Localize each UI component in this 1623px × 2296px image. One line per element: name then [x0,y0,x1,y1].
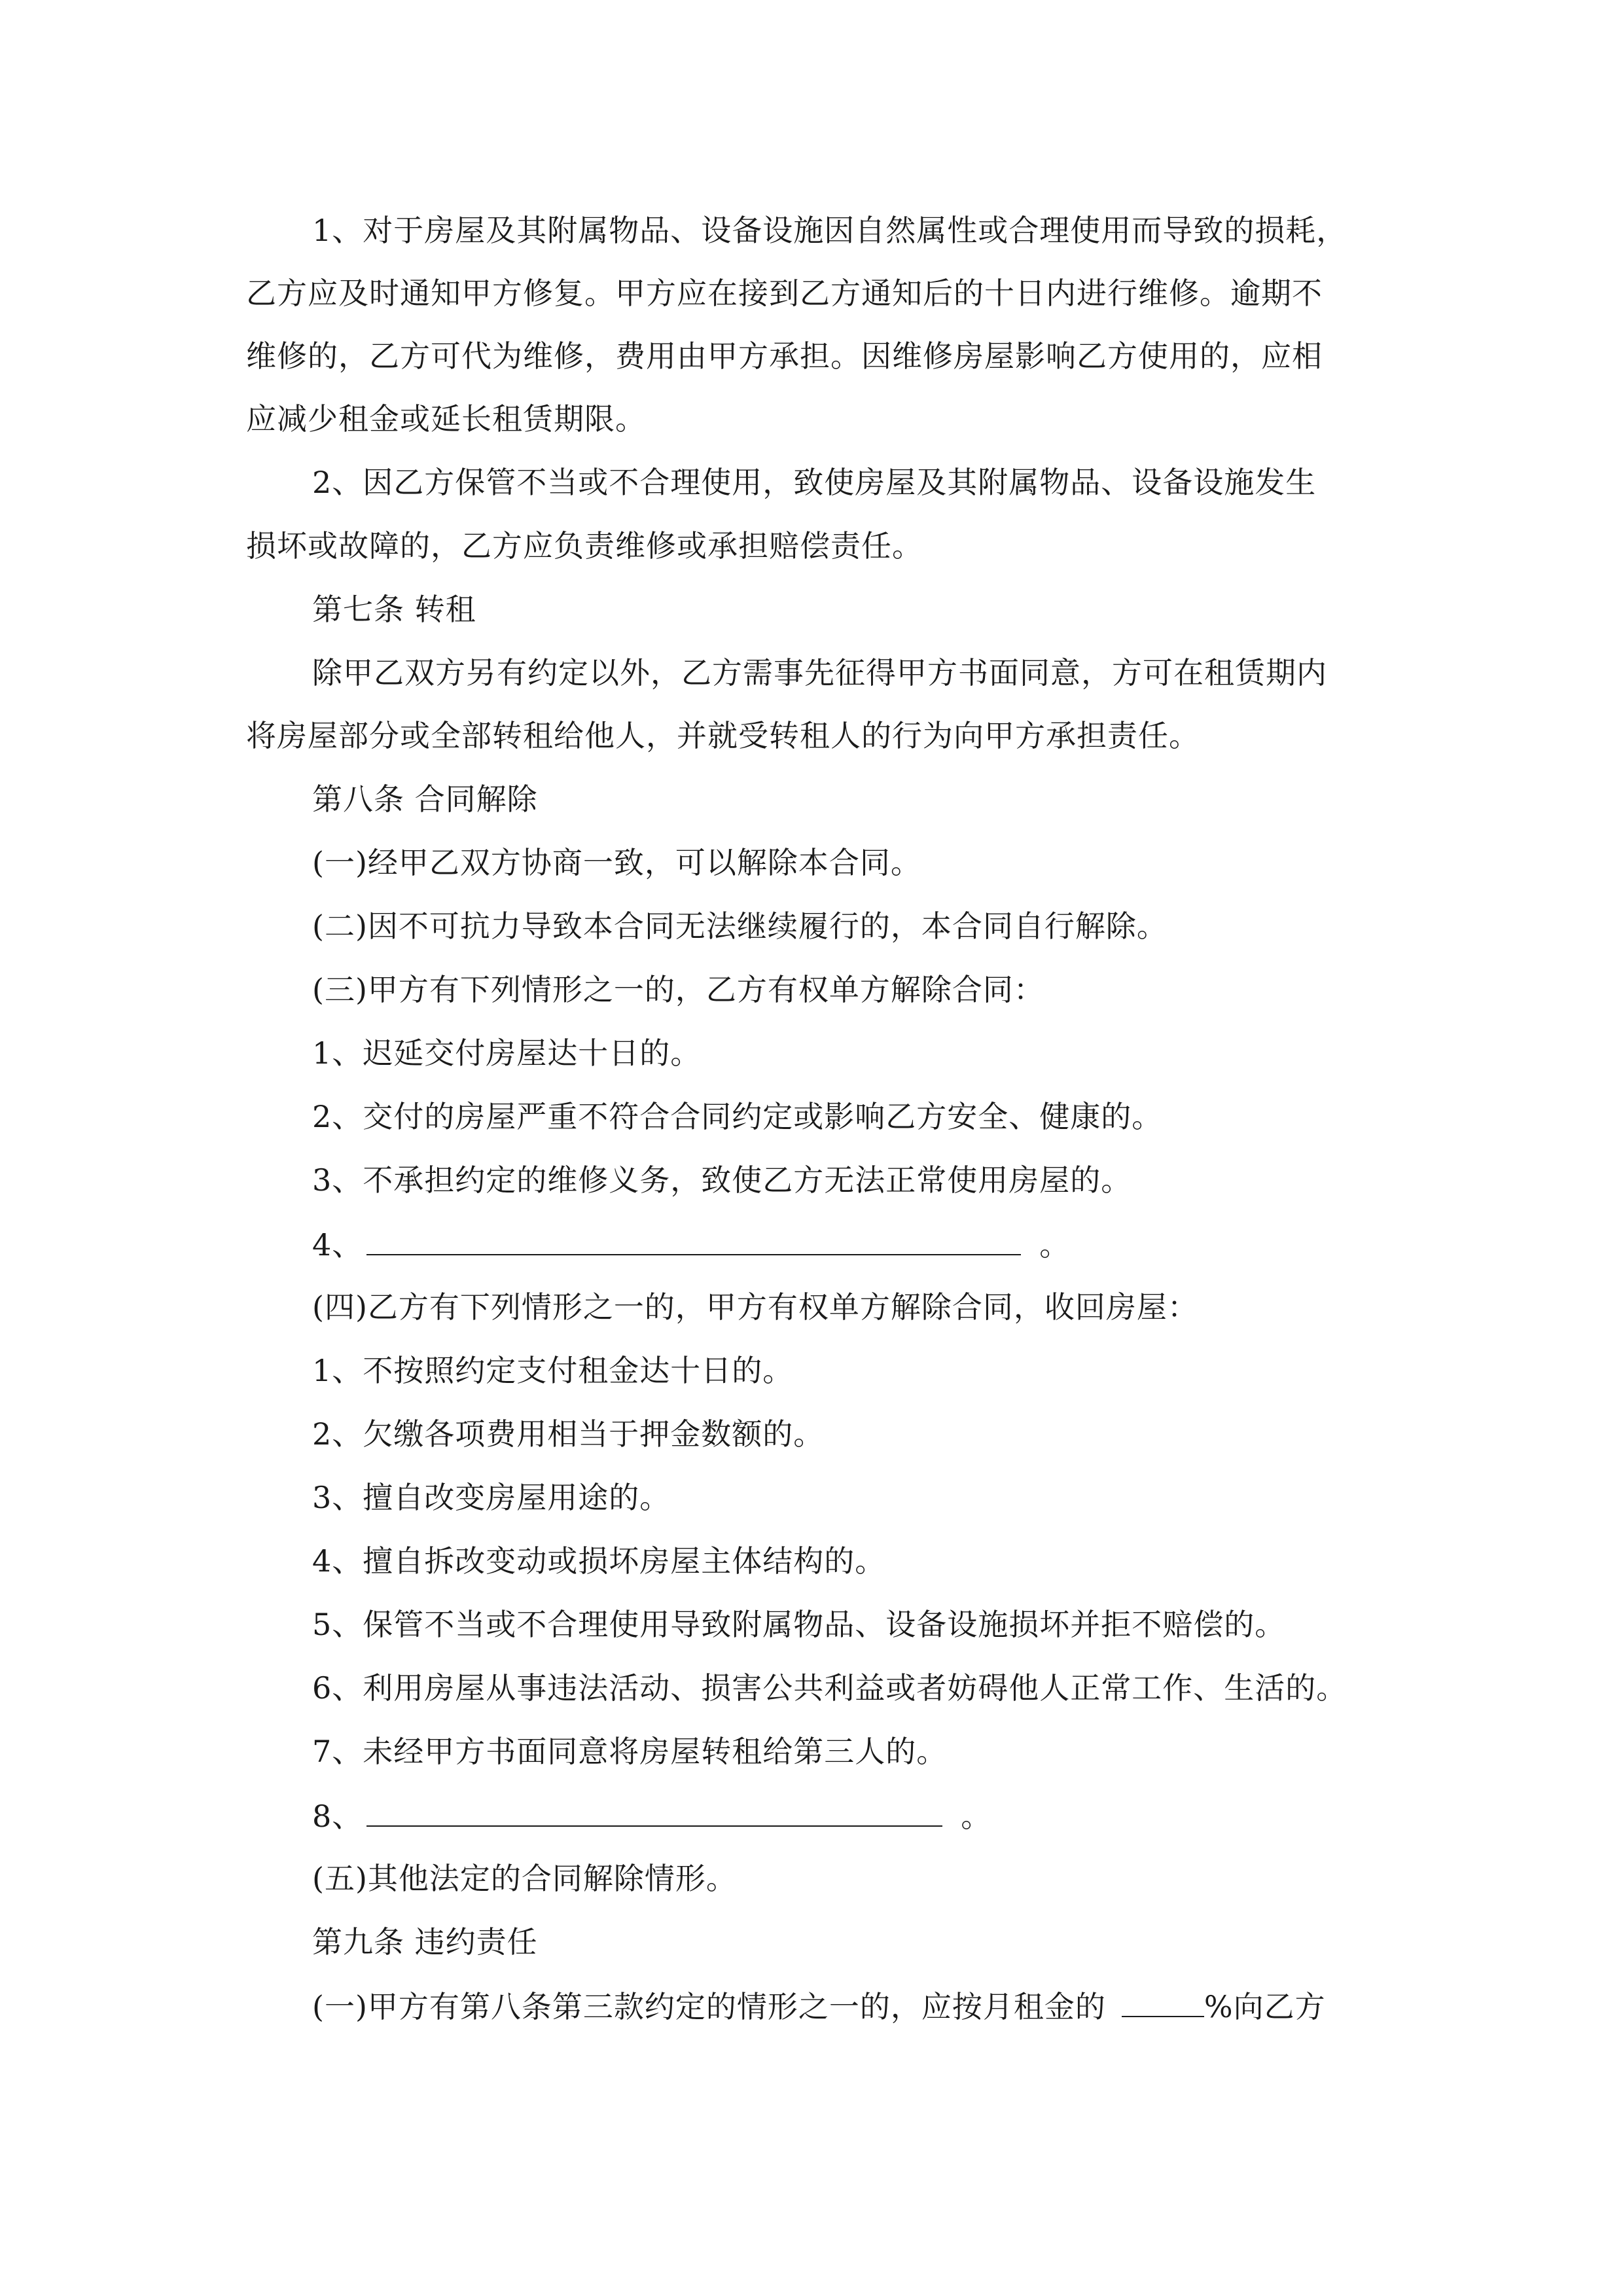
clause-6-1-line-4: 应减少租金或延长租赁期限。 [246,401,646,437]
article-7-line-1: 除甲乙双方另有约定以外，乙方需事先征得甲方书面同意，方可在租赁期内 [312,655,1327,691]
sub-8-period: 。 [961,1799,992,1834]
sub-4-period: 。 [1039,1227,1071,1263]
article-8-item-3-sub-2: 2、交付的房屋严重不符合合同约定或影响乙方安全、健康的。 [312,1099,1163,1134]
article-8-item-2: (二)因不可抗力导致本合同无法继续履行的，本合同自行解除。 [312,908,1168,944]
clause-6-2-line-1: 2、因乙方保管不当或不合理使用，致使房屋及其附属物品、设备设施发生 [312,465,1317,500]
article-8-title: 第八条 合同解除 [312,781,538,817]
article-8-item-1: (一)经甲乙双方协商一致，可以解除本合同。 [312,845,921,880]
article-9-item-1-tail: %向乙方 [1204,1989,1326,2024]
article-8-item-3-sub-4 [312,1224,1070,1265]
clause-6-1-line-1: 1、对于房屋及其附属物品、设备设施因自然属性或合理使用而导致的损耗， [312,213,1347,248]
article-8-item-5: (五)其他法定的合同解除情形。 [312,1861,737,1896]
article-8-item-4-sub-5: 5、保管不当或不合理使用导致附属物品、设备设施损坏并拒不赔偿的。 [312,1607,1286,1642]
clause-6-2-line-2: 损坏或故障的，乙方应负责维修或承担赔偿责任。 [246,528,923,564]
article-9-title: 第九条 违约责任 [312,1924,538,1960]
article-8-item-4-sub-4: 4、擅自拆改变动或损坏房屋主体结构的。 [312,1543,886,1579]
percent-blank [1122,1986,1204,2017]
fill-in-blank [366,1224,1021,1255]
article-7-line-2: 将房屋部分或全部转租给他人，并就受转租人的行为向甲方承担责任。 [246,718,1200,753]
article-8-item-4-sub-8 [312,1795,991,1836]
article-7-title: 第七条 转租 [312,592,476,627]
article-8-item-3-sub-1: 1、迟延交付房屋达十日的。 [312,1035,702,1071]
sub-4-number: 4、 [312,1227,363,1263]
article-9-item-1-text: (一)甲方有第八条第三款约定的情形之一的，应按月租金的 [312,1989,1106,2024]
article-8-item-4: (四)乙方有下列情形之一的，甲方有权单方解除合同，收回房屋： [312,1289,1198,1325]
article-8-item-3-sub-3: 3、不承担约定的维修义务，致使乙方无法正常使用房屋的。 [312,1162,1132,1198]
fill-in-blank [366,1795,942,1827]
article-8-item-4-sub-6: 6、利用房屋从事违法活动、损害公共利益或者妨碍他人正常工作、生活的。 [312,1670,1347,1706]
article-8-item-3: (三)甲方有下列情形之一的，乙方有权单方解除合同： [312,972,1044,1007]
article-8-item-4-sub-3: 3、擅自改变房屋用途的。 [312,1480,671,1515]
clause-6-1-line-3: 维修的，乙方可代为维修，费用由甲方承担。因维修房屋影响乙方使用的，应相 [246,338,1323,374]
sub-8-number: 8、 [312,1799,363,1834]
clause-6-1-line-2: 乙方应及时通知甲方修复。甲方应在接到乙方通知后的十日内进行维修。逾期不 [246,276,1323,311]
article-8-item-4-sub-7: 7、未经甲方书面同意将房屋转租给第三人的。 [312,1734,948,1769]
article-8-item-4-sub-1: 1、不按照约定支付租金达十日的。 [312,1353,794,1388]
article-8-item-4-sub-2: 2、欠缴各项费用相当于押金数额的。 [312,1416,825,1452]
article-9-item-1 [312,1986,1326,2026]
